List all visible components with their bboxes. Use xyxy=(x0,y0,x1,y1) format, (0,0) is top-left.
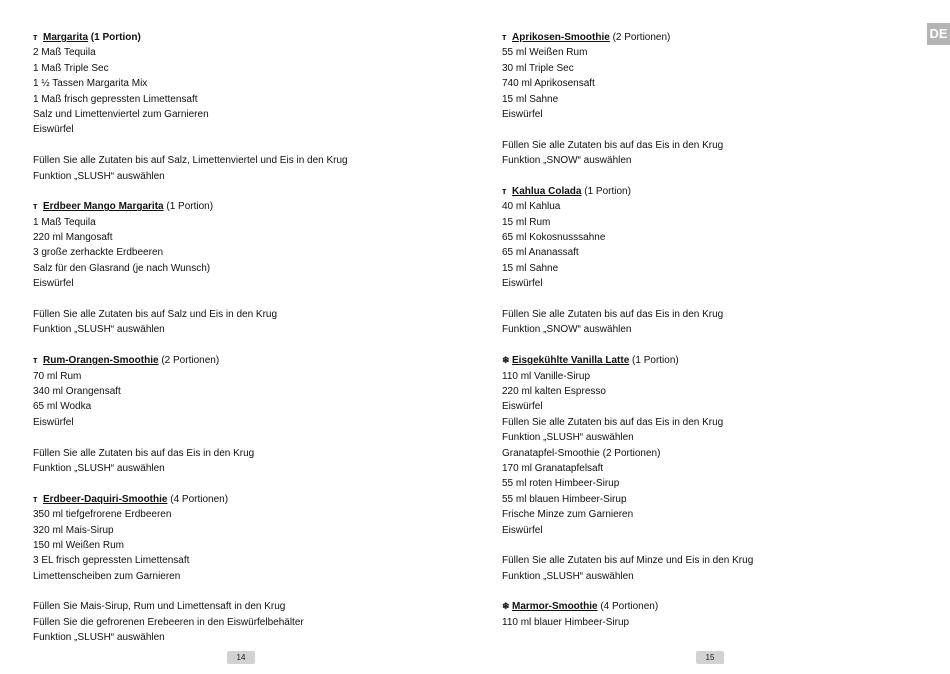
recipe-spacer xyxy=(33,338,453,353)
language-tab: DE xyxy=(927,23,950,45)
recipe-line: 15 ml Sahne xyxy=(502,262,559,274)
recipe-portion: (4 Portionen) xyxy=(597,601,659,613)
recipe-title-line xyxy=(33,492,453,507)
recipe-portion: (1 Portion) xyxy=(581,185,631,197)
blank-line xyxy=(502,538,922,553)
recipe-line: Füllen Sie alle Zutaten bis auf Salz und Eis in den Krug xyxy=(33,309,278,321)
cocktail-glass-icon: ᴛ xyxy=(33,355,38,366)
recipe-line: Füllen Sie alle Zutaten bis auf das Eis in den Krug xyxy=(502,309,724,321)
recipe-title: Kahlua Colada xyxy=(512,185,582,197)
recipe-line: 15 ml Rum xyxy=(502,216,551,228)
cocktail-glass-icon: ᴛ xyxy=(502,185,507,196)
recipe-line: 220 ml Mangosaft xyxy=(33,232,113,244)
cocktail-glass-icon: ᴛ xyxy=(33,493,38,504)
recipe-line: Funktion „SLUSH“ auswählen xyxy=(502,570,634,582)
blank-line xyxy=(502,122,922,137)
recipe-line: Funktion „SLUSH“ auswählen xyxy=(502,432,634,444)
cocktail-glass-icon: ᴛ xyxy=(33,201,38,212)
recipe-line: 110 ml blauer Himbeer-Sirup xyxy=(502,616,630,628)
recipe-line: Frische Minze zum Garnieren xyxy=(502,509,634,521)
page-15-content xyxy=(502,30,922,630)
recipe-line: 30 ml Triple Sec xyxy=(502,62,574,74)
recipe-title-line xyxy=(33,30,453,45)
recipe-block xyxy=(502,30,922,184)
recipe-line: 150 ml Weißen Rum xyxy=(33,539,124,551)
recipe-line: Füllen Sie alle Zutaten bis auf Salz, Limettenviertel und Eis in den Krug xyxy=(33,155,348,167)
recipe-line: 170 ml Granatapfelsaft xyxy=(502,462,604,474)
blank-line xyxy=(502,292,922,307)
blank-line xyxy=(33,138,453,153)
recipe-title-line xyxy=(33,199,453,214)
recipe-line: Funktion „SNOW“ auswählen xyxy=(502,324,632,336)
recipe-line: 1 Maß Tequila xyxy=(33,216,96,228)
recipe-portion: (1 Portion) xyxy=(629,355,679,367)
page-14-content xyxy=(33,30,453,646)
recipe-line: 55 ml roten Himbeer-Sirup xyxy=(502,478,620,490)
recipe-line: Eiswürfel xyxy=(33,416,74,428)
recipe-title-line xyxy=(33,353,453,368)
recipe-portion: (1 Portion) xyxy=(163,201,214,213)
recipe-title-line xyxy=(502,184,922,199)
recipe-spacer xyxy=(502,338,922,353)
recipe-title: Erdbeer-Daquiri-Smoothie xyxy=(43,493,168,505)
recipe-line: 1 Maß frisch gepressten Limettensaft xyxy=(33,93,198,105)
recipe-line: 220 ml kalten Espresso xyxy=(502,385,606,397)
recipe-line: 320 ml Mais-Sirup xyxy=(33,524,114,536)
recipe-line: Eiswürfel xyxy=(33,278,74,290)
recipe-line: Eiswürfel xyxy=(502,401,543,413)
recipe-title: Rum-Orangen-Smoothie xyxy=(43,355,159,367)
page-number-right: 15 xyxy=(696,651,724,664)
recipe-line: Funktion „SLUSH“ auswählen xyxy=(33,632,165,644)
recipe-title: Erdbeer Mango Margarita xyxy=(43,201,164,213)
recipe-line: 40 ml Kahlua xyxy=(502,201,561,213)
recipe-block xyxy=(502,184,922,353)
recipe-block xyxy=(33,492,453,646)
recipe-line: Limettenscheiben zum Garnieren xyxy=(33,570,181,582)
cocktail-glass-icon: ᴛ xyxy=(502,32,507,42)
blank-line xyxy=(33,584,453,599)
recipe-block xyxy=(33,199,453,353)
recipe-portion: (4 Portionen) xyxy=(167,493,229,505)
recipe-line: Funktion „SLUSH“ auswählen xyxy=(33,462,165,474)
recipe-title: Marmor-Smoothie xyxy=(512,601,598,613)
recipe-title: Eisgekühlte Vanilla Latte xyxy=(512,355,630,367)
recipe-line: 2 Maß Tequila xyxy=(33,47,96,59)
recipe-line: 15 ml Sahne xyxy=(502,93,559,105)
recipe-line: 110 ml Vanille-Sirup xyxy=(502,370,591,382)
recipe-line: 740 ml Aprikosensaft xyxy=(502,78,595,90)
recipe-line: Funktion „SLUSH“ auswählen xyxy=(33,324,165,336)
recipe-block xyxy=(33,30,453,199)
recipe-line: Füllen Sie die gefrorenen Erebeeren in den Eiswürfelbehälter xyxy=(33,616,304,628)
page-number-left: 14 xyxy=(227,651,255,664)
recipe-line: 1 ½ Tassen Margarita Mix xyxy=(33,78,148,90)
recipe-line: 70 ml Rum xyxy=(33,370,82,382)
recipe-line: Füllen Sie Mais-Sirup, Rum und Limettensaft in den Krug xyxy=(33,601,286,613)
recipe-line: Füllen Sie alle Zutaten bis auf Minze und Eis in den Krug xyxy=(502,555,754,567)
recipe-line: Füllen Sie alle Zutaten bis auf das Eis in den Krug xyxy=(502,139,724,151)
recipe-title-line xyxy=(502,30,922,45)
recipe-spacer xyxy=(33,476,453,491)
recipe-line: 65 ml Ananassaft xyxy=(502,247,579,259)
recipe-line: Eiswürfel xyxy=(502,278,543,290)
recipe-spacer xyxy=(502,169,922,184)
blank-line xyxy=(33,430,453,445)
recipe-block xyxy=(502,599,922,630)
recipe-line: 55 ml Weißen Rum xyxy=(502,47,588,59)
recipe-line: 3 EL frisch gepressten Limettensaft xyxy=(33,555,190,567)
recipe-line: Eiswürfel xyxy=(33,124,74,136)
recipe-line: Funktion „SNOW“ auswählen xyxy=(502,155,632,167)
recipe-line: 340 ml Orangensaft xyxy=(33,385,121,397)
cocktail-glass-icon: ᴛ xyxy=(33,32,38,42)
snowflake-icon: ❄ xyxy=(502,355,510,366)
recipe-spacer xyxy=(502,584,922,599)
recipe-line: 65 ml Wodka xyxy=(33,401,92,413)
snowflake-icon: ❄ xyxy=(502,601,510,612)
recipe-title-line xyxy=(502,599,922,614)
recipe-line: 350 ml tiefgefrorene Erdbeeren xyxy=(33,509,172,521)
blank-line xyxy=(33,292,453,307)
recipe-title-line xyxy=(502,353,922,368)
recipe-block xyxy=(502,353,922,599)
recipe-spacer xyxy=(33,184,453,199)
recipe-line: Füllen Sie alle Zutaten bis auf das Eis in den Krug xyxy=(502,416,724,428)
recipe-line: 55 ml blauen Himbeer-Sirup xyxy=(502,493,627,505)
recipe-title: Aprikosen-Smoothie xyxy=(512,32,610,43)
recipe-line: 1 Maß Triple Sec xyxy=(33,62,109,74)
recipe-portion: (1 Portion) xyxy=(88,32,141,43)
recipe-line: Funktion „SLUSH“ auswählen xyxy=(33,170,165,182)
recipe-line: Granatapfel-Smoothie (2 Portionen) xyxy=(502,447,661,459)
recipe-block xyxy=(33,353,453,492)
recipe-line: 3 große zerhackte Erdbeeren xyxy=(33,247,164,259)
recipe-line: Eiswürfel xyxy=(502,108,543,120)
recipe-portion: (2 Portionen) xyxy=(158,355,220,367)
recipe-portion: (2 Portionen) xyxy=(609,32,671,43)
recipe-title: Margarita xyxy=(43,32,89,43)
recipe-line: Füllen Sie alle Zutaten bis auf das Eis in den Krug xyxy=(33,447,255,459)
recipe-line: 65 ml Kokosnusssahne xyxy=(502,232,606,244)
recipe-line: Eiswürfel xyxy=(502,524,543,536)
recipe-line: Salz und Limettenviertel zum Garnieren xyxy=(33,108,209,120)
recipe-line: Salz für den Glasrand (je nach Wunsch) xyxy=(33,262,211,274)
